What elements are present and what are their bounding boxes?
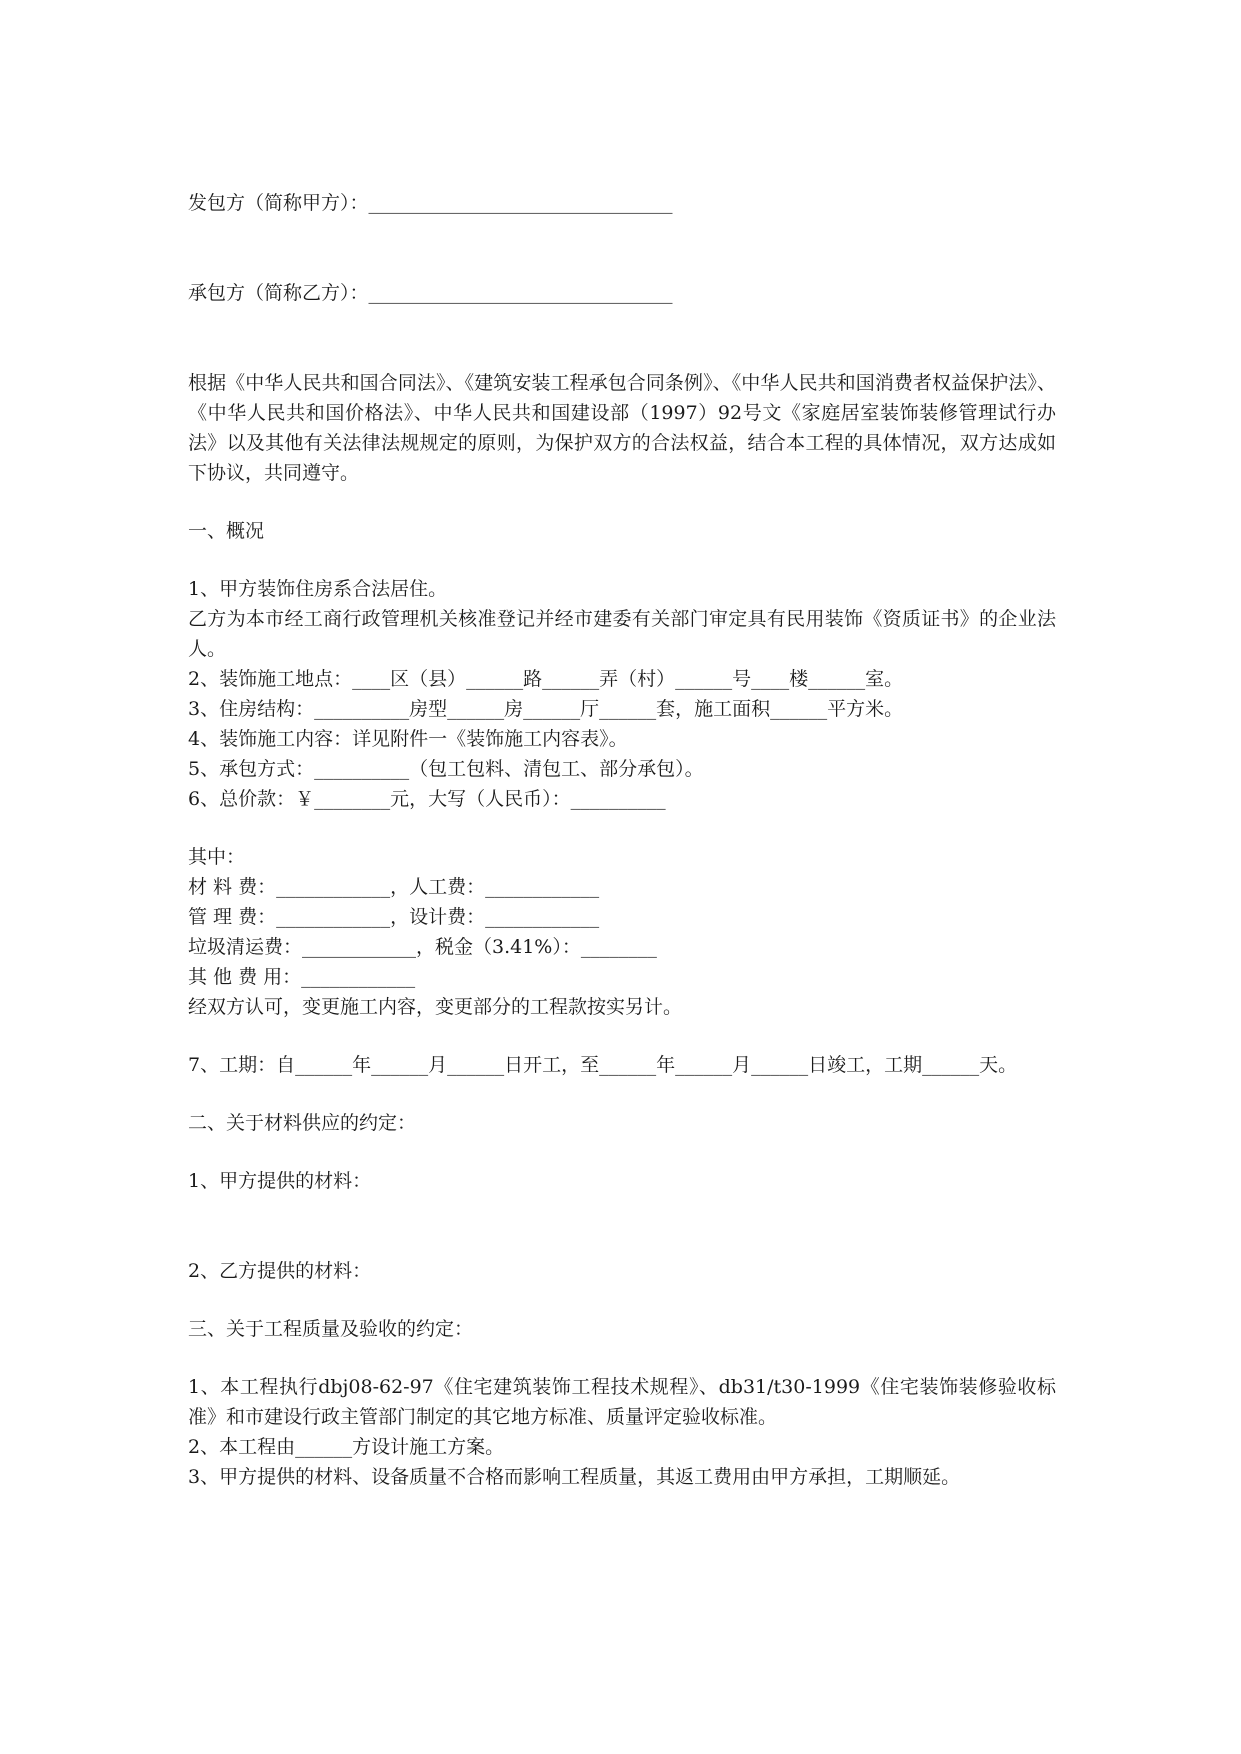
section3-item: 2、本工程由______方设计施工方案。 [188, 1436, 505, 1458]
section1-item: 乙方为本市经工商行政管理机关核准登记并经市建委有关部门审定具有民用装饰《资质证书》的企业法人。 [188, 608, 1056, 660]
section2-item: 2、乙方提供的材料： [188, 1260, 372, 1282]
section1-item: 1、甲方装饰住房系合法居住。 [188, 578, 448, 600]
section3-item: 1、本工程执行dbj08-62-97《住宅建筑装饰工程技术规程》、db31/t30-1999《住宅装饰装修验收标准》和市建设行政主管部门制定的其它地方标准、质量评定验收标准。 [188, 1376, 1056, 1428]
fees-heading: 其中： [188, 846, 246, 868]
fee-line: 垃圾清运费：____________，税金（3.41%）：________ [188, 936, 657, 958]
section1-heading: 一、概况 [188, 520, 265, 542]
section2-item: 1、甲方提供的材料： [188, 1170, 372, 1192]
section1-item: 4、装饰施工内容：详见附件一《装饰施工内容表》。 [188, 728, 628, 750]
fee-line: 管 理 费：____________，设计费：____________ [188, 906, 600, 928]
section3-item: 3、甲方提供的材料、设备质量不合格而影响工程质量，其返工费用由甲方承担，工期顺延。 [188, 1466, 961, 1488]
party-a-line: 发包方（简称甲方）：________________________________ [188, 192, 673, 214]
fee-line: 其 他 费 用：____________ [188, 966, 416, 988]
period-line: 7、工期：自______年______月______日开工，至______年______月______日竣工，工期______天。 [188, 1054, 1018, 1076]
party-b-line: 承包方（简称乙方）：________________________________ [188, 282, 673, 304]
fee-line: 材 料 费：____________，人工费：____________ [188, 876, 600, 898]
section1-item: 5、承包方式：__________（包工包料、清包工、部分承包）。 [188, 758, 704, 780]
section1-item: 6、总价款：￥________元，大写（人民币）：__________ [188, 788, 666, 810]
section2-heading: 二、关于材料供应的约定： [188, 1112, 417, 1134]
contract-page [188, 188, 1056, 1492]
section1-item: 3、住房结构：__________房型______房______厅______套，施工面积______平方米。 [188, 698, 904, 720]
preamble-paragraph: 根据《中华人民共和国合同法》、《建筑安装工程承包合同条例》、《中华人民共和国消费者权益保护法》、《中华人民共和国价格法》、中华人民共和国建设部（1997）92号文《家庭居室装饰装修管理试行办法》以及其他有关法律法规规定的原则，为保护双方的合法权益，结合本工程的具体情况，双方达成如下协议，共同遵守。 [188, 372, 1056, 484]
fees-note: 经双方认可，变更施工内容，变更部分的工程款按实另计。 [188, 996, 683, 1018]
section1-item: 2、装饰施工地点：____区（县）______路______弄（村）______号____楼______室。 [188, 668, 904, 690]
section3-heading: 三、关于工程质量及验收的约定： [188, 1318, 474, 1340]
